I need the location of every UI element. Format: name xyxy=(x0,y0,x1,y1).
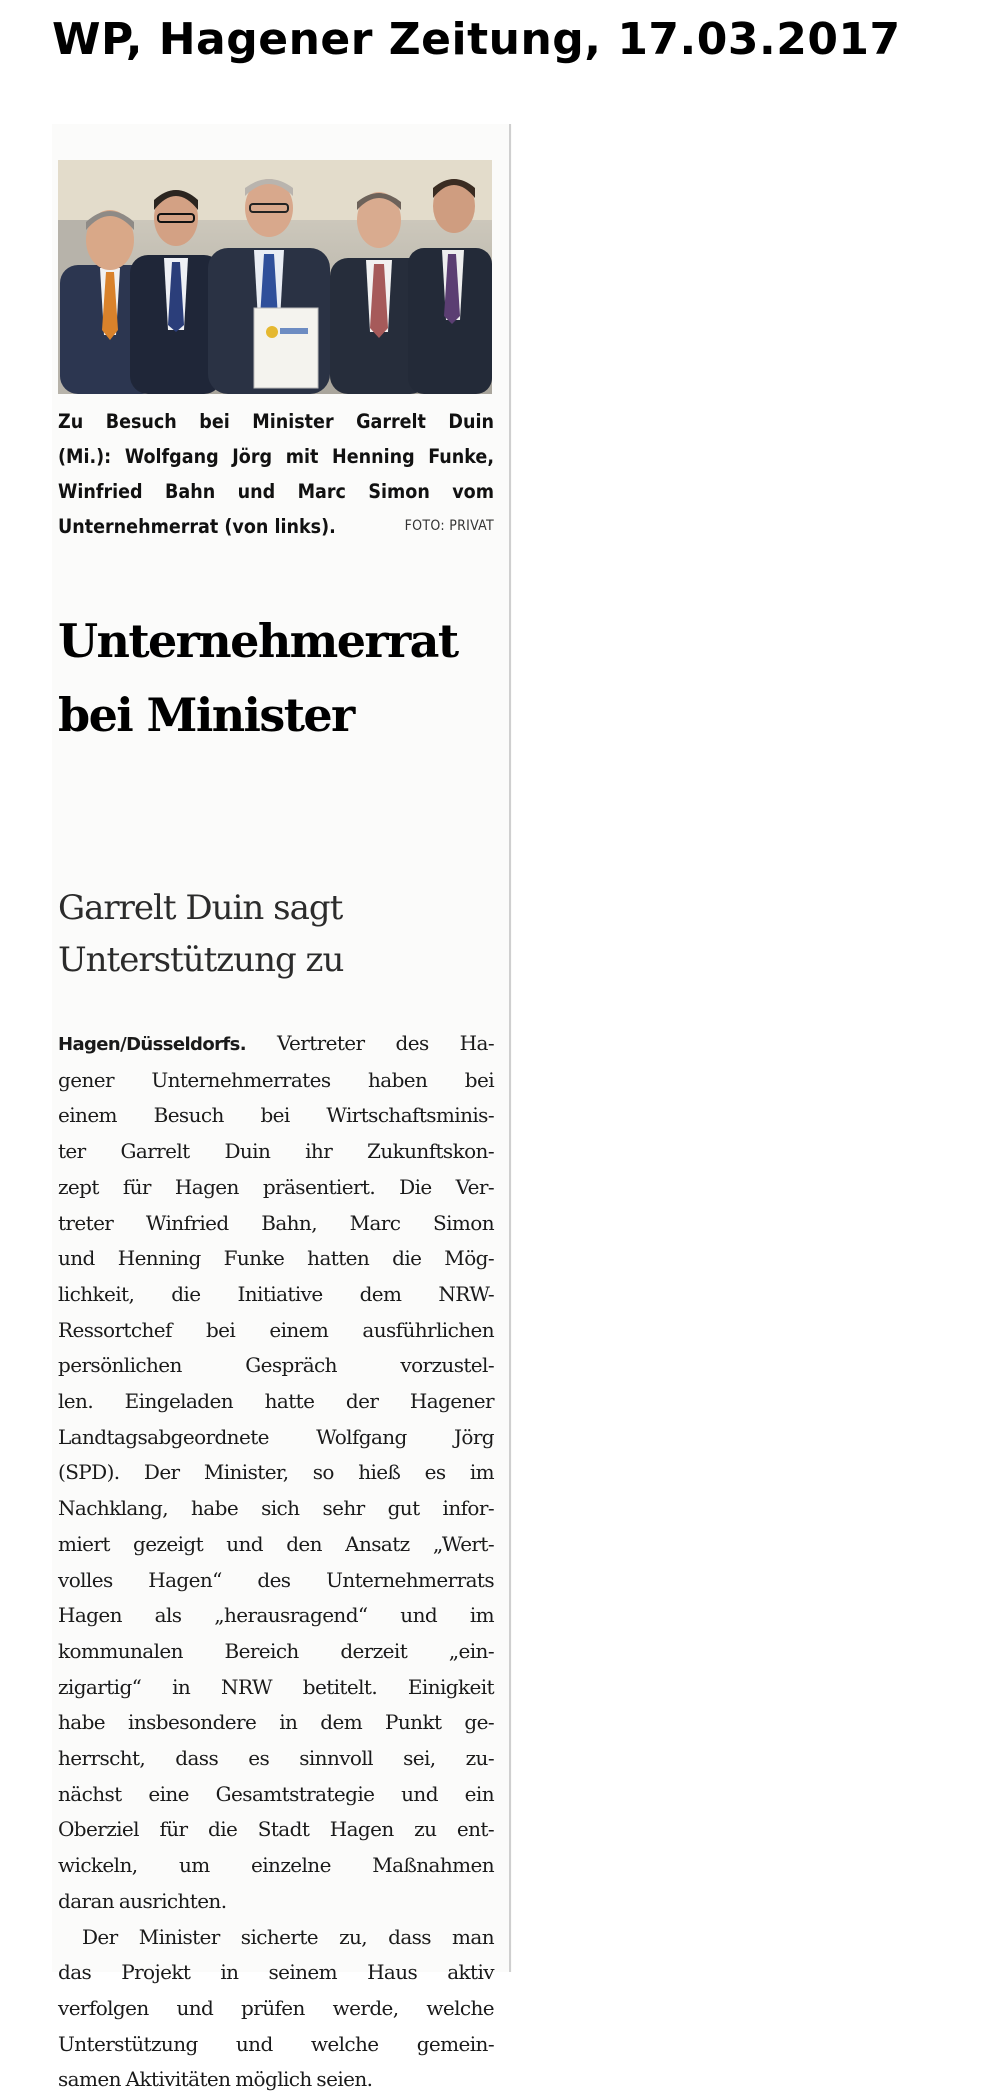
body-line: zept für Hagen präsentiert. Die Ver- xyxy=(58,1174,494,1199)
body-line: lichkeit, die Initiative dem NRW- xyxy=(58,1281,494,1306)
subheadline-line: Garrelt Duin sagt xyxy=(58,888,343,928)
photo-credit: FOTO: PRIVAT xyxy=(404,518,494,534)
article-subheadline xyxy=(58,882,508,986)
headline-line: Unternehmerrat xyxy=(58,614,458,668)
body-line: persönlichen Gespräch vorzustel- xyxy=(58,1353,494,1378)
subheadline-line: Unterstützung zu xyxy=(58,940,344,980)
body-line xyxy=(58,1026,494,1063)
body-line: nächst eine Gesamtstrategie und ein xyxy=(58,1781,494,1806)
body-line: Nachklang, habe sich sehr gut infor- xyxy=(58,1496,494,1521)
body-line-text: Vertreter des Ha- xyxy=(245,1031,494,1055)
body-line: Oberziel für die Stadt Hagen zu ent- xyxy=(58,1817,494,1842)
body-line: kommunalen Bereich derzeit „ein- xyxy=(58,1638,494,1663)
body-line: ter Garrelt Duin ihr Zukunftskon- xyxy=(58,1139,494,1164)
newspaper-clipping xyxy=(52,124,512,2092)
caption-line: (Mi.): Wolfgang Jörg mit Henning Funke, xyxy=(58,445,494,468)
body-line: Ressortchef bei einem ausführlichen xyxy=(58,1317,494,1342)
dateline: Hagen/Düsseldorfs. xyxy=(58,1034,246,1055)
headline-line: bei Minister xyxy=(58,688,354,742)
article-headline xyxy=(58,604,508,752)
body-line: (SPD). Der Minister, so hieß es im xyxy=(58,1460,494,1485)
body-line: samen Aktivitäten möglich seien. xyxy=(58,2067,373,2092)
body-line: treter Winfried Bahn, Marc Simon xyxy=(58,1210,494,1235)
page-title: WP, Hagener Zeitung, 17.03.2017 xyxy=(52,14,901,65)
body-line: Hagen als „herausragend“ und im xyxy=(58,1603,494,1628)
photo-caption xyxy=(58,404,494,544)
body-line: len. Eingeladen hatte der Hagener xyxy=(58,1389,494,1414)
body-line: herrscht, dass es sinnvoll sei, zu- xyxy=(58,1746,494,1771)
body-line: daran ausrichten. xyxy=(58,1888,227,1913)
body-line: wickeln, um einzelne Maßnahmen xyxy=(58,1853,494,1878)
body-line: das Projekt in seinem Haus aktiv xyxy=(58,1960,494,1985)
article-body xyxy=(58,1026,494,2098)
body-line: habe insbesondere in dem Punkt ge- xyxy=(58,1710,494,1735)
article-photo xyxy=(58,160,492,394)
caption-line: Zu Besuch bei Minister Garrelt Duin xyxy=(58,410,494,433)
body-line: miert gezeigt und den Ansatz „Wert- xyxy=(58,1531,494,1556)
body-line: und Henning Funke hatten die Mög- xyxy=(58,1246,494,1271)
caption-line-text: Unternehmerrat (von links). xyxy=(58,515,336,538)
body-line: zigartig“ in NRW betitelt. Einigkeit xyxy=(58,1674,494,1699)
body-line: verfolgen und prüfen werde, welche xyxy=(58,1995,494,2020)
body-line: Der Minister sicherte zu, dass man xyxy=(82,1924,494,1949)
body-line: einem Besuch bei Wirtschaftsminis- xyxy=(58,1103,494,1128)
caption-line xyxy=(58,509,494,544)
body-line: gener Unternehmerrates haben bei xyxy=(58,1067,494,1092)
body-line: volles Hagen“ des Unternehmerrats xyxy=(58,1567,494,1592)
body-line: Landtagsabgeordnete Wolfgang Jörg xyxy=(58,1424,494,1449)
column-divider xyxy=(509,124,511,1972)
body-line: Unterstützung und welche gemein- xyxy=(58,2031,494,2056)
caption-line: Winfried Bahn und Marc Simon vom xyxy=(58,480,494,503)
